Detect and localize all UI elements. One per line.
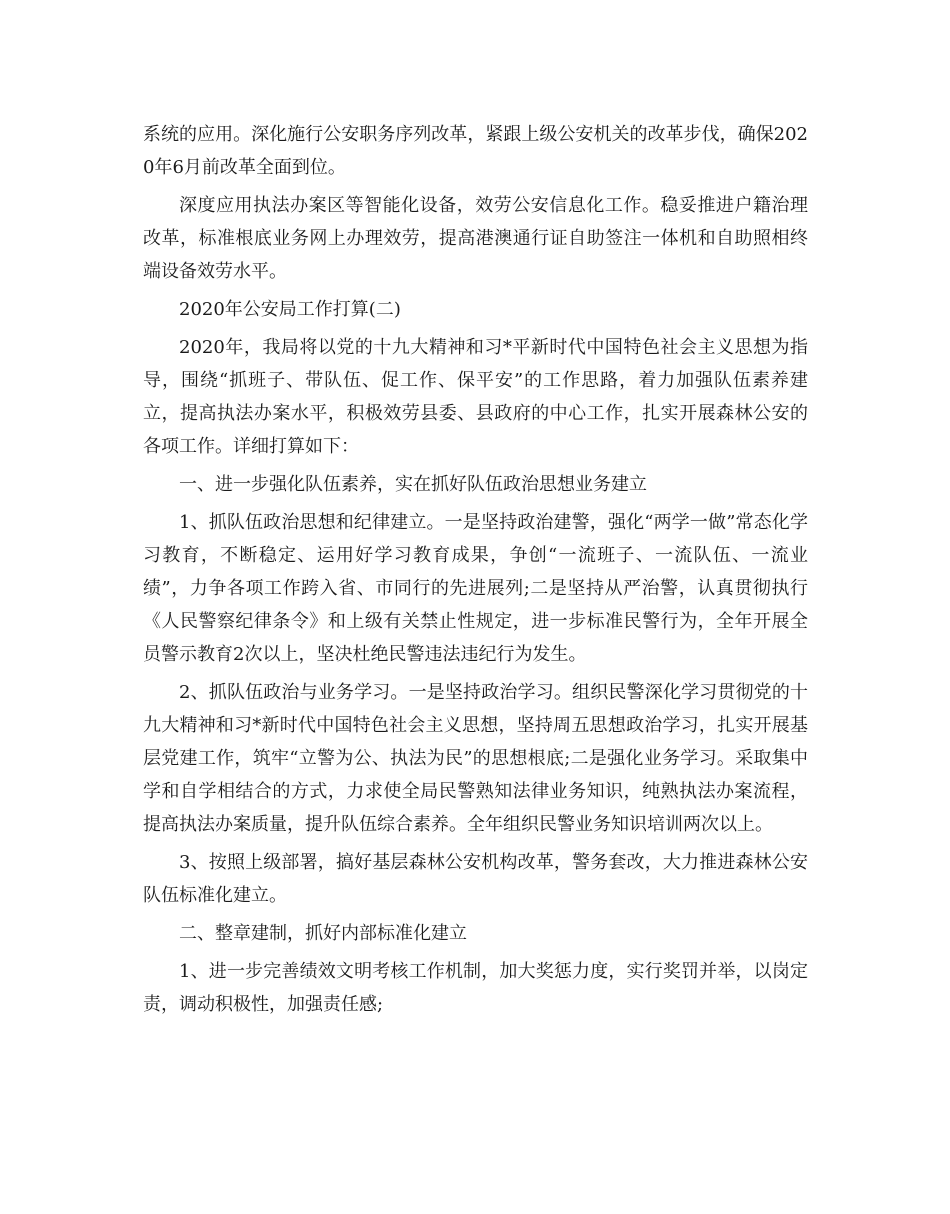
section-title: 2020年公安局工作打算(二) <box>179 299 401 320</box>
paragraph-smart-devices: 深度应用执法办案区等智能化设备，效劳公安信息化工作。稳妥推进户籍治理改革，标准根底业务网上办理效劳，提高港澳通行证自助签注一体机和自助照相终端设备效劳水平。 <box>143 195 808 282</box>
paragraph-item-1: 1、抓队伍政治思想和纪律建立。一是坚持政治建警，强化“两学一做”常态化学习教育，不断稳定、运用好学习教育成果，争创“一流班子、一流队伍、一流业绩”，力争各项工作跨入省、市同行的先进展列;二是坚持从严治警，认真贯彻执行《人民警察纪律条令》和上级有关禁止性规定，进一步标准民警行为，全年开展全员警示教育2次以上，坚决杜绝民警违法违纪行为发生。 <box>143 512 808 665</box>
paragraph-part-two-item-1: 1、进一步完善绩效文明考核工作机制，加大奖惩力度，实行奖罚并举，以岗定责，调动积极性，加强责任感; <box>143 961 808 1015</box>
heading-part-one: 一、进一步强化队伍素养，实在抓好队伍政治思想业务建立 <box>179 474 647 495</box>
heading-part-two: 二、整章建制，抓好内部标准化建立 <box>179 923 467 944</box>
paragraph-item-3: 3、按照上级部署，搞好基层森林公安机构改革，警务套改，大力推进森林公安队伍标准化建立。 <box>143 852 808 906</box>
paragraph-intro: 2020年，我局将以党的十九大精神和习*平新时代中国特色社会主义思想为指导，围绕“抓班子、带队伍、促工作、保平安”的工作思路，着力加强队伍素养建立，提高执法办案水平，积极效劳县委、县政府的中心工作，扎实开展森林公安的各项工作。详细打算如下： <box>143 337 808 457</box>
document-body <box>143 118 808 1026</box>
paragraph-item-2: 2、抓队伍政治与业务学习。一是坚持政治学习。组织民警深化学习贯彻党的十九大精神和习*新时代中国特色社会主义思想，坚持周五思想政治学习，扎实开展基层党建工作，筑牢“立警为公、执法为民”的思想根底;二是强化业务学习。采取集中学和自学相结合的方式，力求使全局民警熟知法律业务知识，纯熟执法办案流程，提高执法办案质量，提升队伍综合素养。全年组织民警业务知识培训两次以上。 <box>143 682 808 835</box>
paragraph-continuation: 系统的应用。深化施行公安职务序列改革，紧跟上级公安机关的改革步伐，确保2020年6月前改革全面到位。 <box>143 124 808 178</box>
